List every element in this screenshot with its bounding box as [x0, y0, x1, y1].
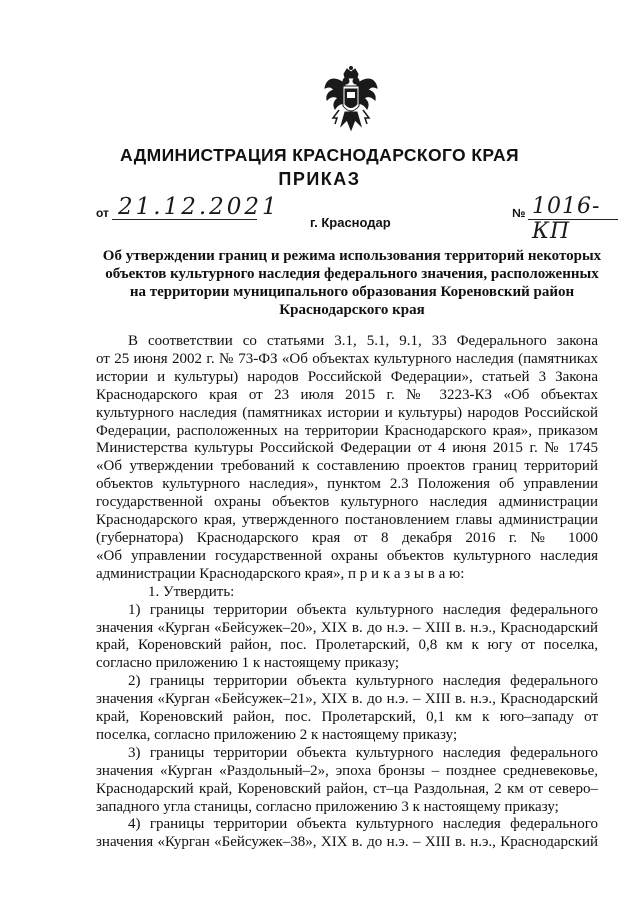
text-line: Краснодарский край, Кореновский район, ст–ца Раздольная, 2 км от северо– [96, 780, 598, 797]
text-line: 1) границы территории объекта культурного наследия федерального [128, 601, 598, 618]
text-line: край, Кореновский район, пос. Пролетарский, 0,8 км к югу от поселка, [96, 637, 598, 654]
text-line: истории и культуры) народов Российской Федерации», статьей 3 Закона [96, 368, 598, 385]
text-line: Федерации, расположенных на территории Краснодарского края», приказом [96, 422, 598, 439]
text-line: поселка, согласно приложению 2 к настоящему приказу; [96, 726, 458, 743]
list-item [96, 673, 598, 745]
text-line: Краснодарского края, утвержденного постановлением главы администрации [96, 512, 598, 529]
text-line: значения «Курган «Бейсужек–21», XIX в. до н.э. – XIII в. н.э., Краснодарский [96, 691, 598, 708]
date-value: 21.12.2021 [118, 194, 280, 220]
organization-name: АДМИНИСТРАЦИЯ КРАСНОДАРСКОГО КРАЯ [120, 145, 519, 165]
subject-line: на территории муниципального образования Кореновский район [129, 284, 575, 300]
text-line: «Об управлении государственной охраны объектов культурного наследия [96, 547, 598, 564]
text-line: культурного наследия (памятниках истории и культуры) народов Российской [96, 404, 598, 421]
number-value: 1016-КП [532, 194, 601, 244]
text-line: от 25 июня 2002 г. № 73-ФЗ «Об объектах культурного наследия (памятниках [96, 350, 598, 367]
text-line: край, Кореновский район, пос. Пролетарский, 0,1 км к юго–западу от [96, 709, 598, 726]
city-label: г. Краснодар [310, 215, 391, 230]
number-label: № [512, 206, 526, 220]
preamble-paragraph [96, 333, 598, 584]
text-line: западного угла станицы, согласно приложению 3 к настоящему приказу; [96, 798, 559, 815]
text-line: 2) границы территории объекта культурного наследия федерального [128, 673, 598, 690]
text-line: государственной охраны объектов культурного наследия администрации [96, 494, 598, 511]
document-subject [92, 247, 612, 319]
document-body [96, 333, 598, 852]
text-line: (губернатора) Краснодарского края от 8 декабря 2016 г. № 1000 [96, 529, 598, 546]
text-line: администрации Краснодарского края», п р и к а з ы в а ю: [96, 565, 465, 582]
text-line: значения «Курган «Раздольный–2», эпоха бронзы – позднее средневековье, [96, 762, 598, 779]
subject-line: Краснодарского края [279, 302, 425, 318]
text-line: значения «Курган «Бейсужек–20», XIX в. до н.э. – XIII в. н.э., Краснодарский [96, 619, 598, 636]
text-line: Краснодарского края от 23 июля 2015 г. № 3223-КЗ «Об объектах [96, 386, 598, 403]
coat-of-arms-icon [323, 66, 379, 134]
subject-line: объектов культурного наследия федерального значения, расположенных [105, 266, 599, 282]
text-line: В соответствии со статьями 3.1, 5.1, 9.1, 33 Федерального закона [128, 333, 598, 349]
text-line: согласно приложению 1 к настоящему приказу; [96, 655, 400, 672]
date-number-row [96, 194, 616, 244]
list-item [96, 602, 598, 674]
text-line: «Об утверждении требований к составлению проектов границ территорий [96, 458, 598, 475]
text-line: 3) границы территории объекта культурного наследия федерального [128, 744, 598, 761]
text-line: 4) границы территории объекта культурного наследия федерального [128, 816, 598, 833]
text-line: значения «Курган «Бейсужек–38», XIX в. до н.э. – XIII в. н.э., Краснодарский [96, 834, 598, 851]
document-type: ПРИКАЗ [278, 169, 361, 189]
order-item [96, 584, 598, 602]
text-line: Министерства культуры Российской Федерации от 4 июня 2015 г. № 1745 [96, 440, 598, 457]
subject-line: Об утверждении границ и режима использования территорий некоторых [102, 248, 602, 264]
text-line: 1. Утвердить: [148, 583, 235, 600]
list-item [96, 745, 598, 817]
text-line: объектов культурного наследия», пунктом 2.3 Положения об управлении [96, 476, 598, 493]
date-label: от [96, 206, 109, 220]
list-item [96, 816, 598, 852]
